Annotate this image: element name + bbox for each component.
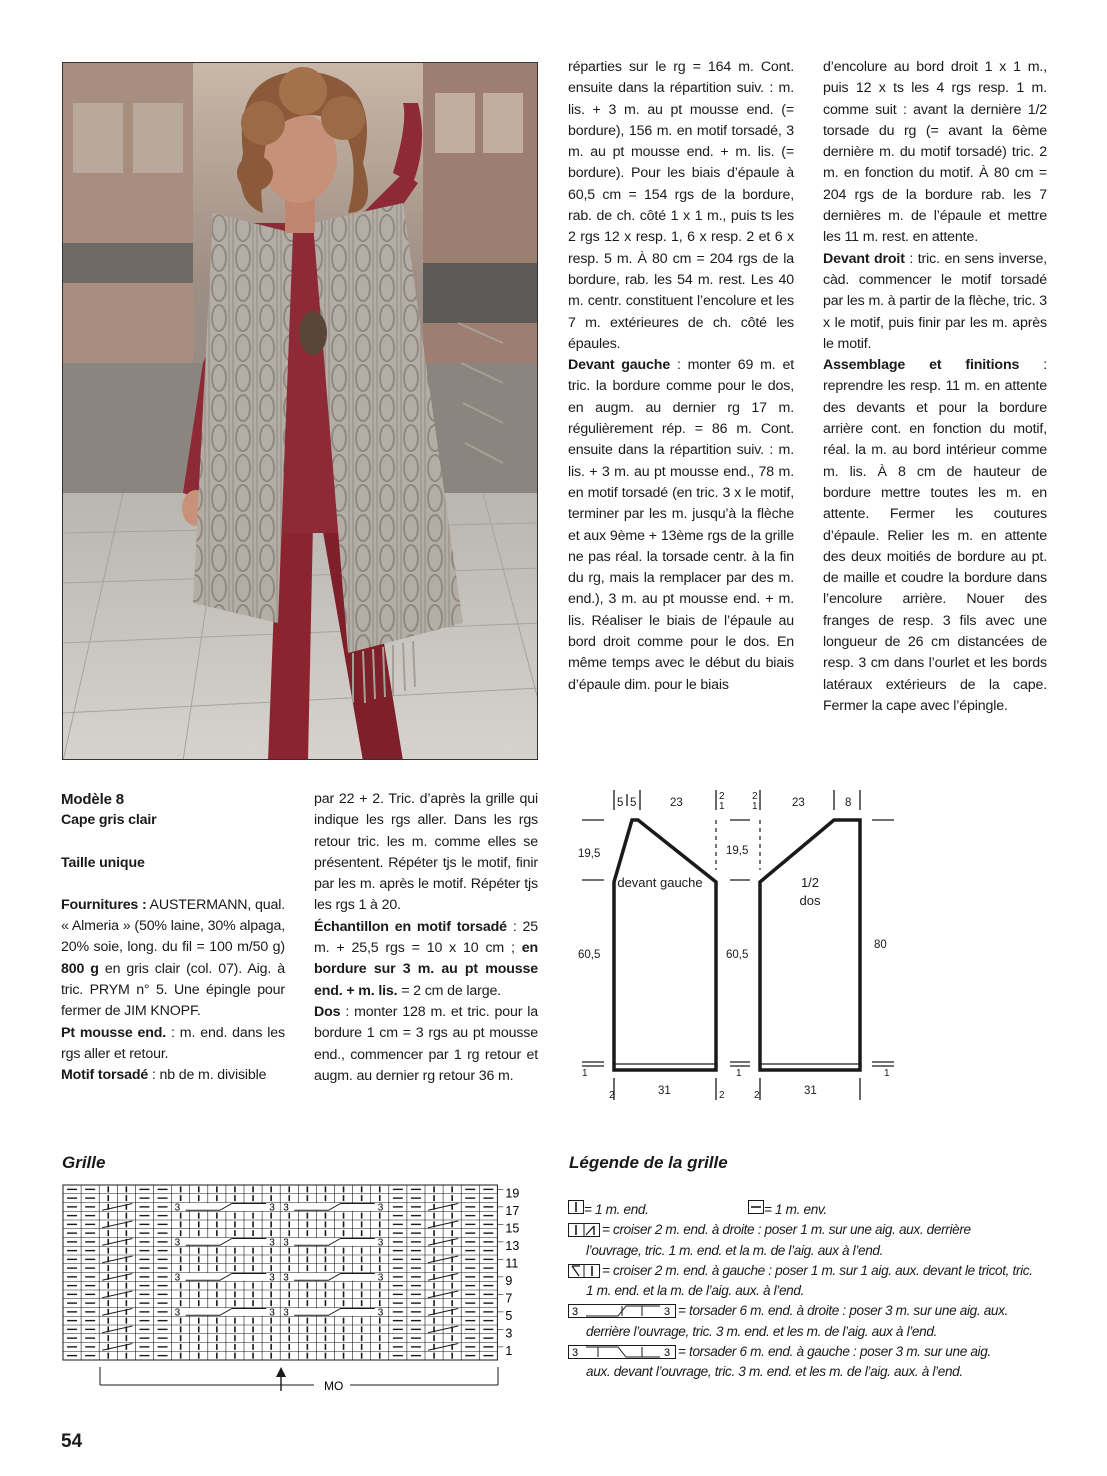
cable-left-icon <box>568 1345 676 1359</box>
dim-top-2b: 2 <box>752 791 758 802</box>
text-materials: AUSTERMANN, qual. « Almeria » (50% laine, 30% alpaga, 20% soie, long. du fil = 100 m/50 g) <box>61 896 285 956</box>
legend-cross-right-text: = croiser 2 m. end. à droite : poser 1 m. sur une aig. aux. derrière <box>602 1222 971 1238</box>
label-dos: dos <box>799 893 821 908</box>
legend-title: Légende de la grille <box>569 1153 728 1172</box>
chart-legend <box>568 1200 1038 1383</box>
grid-title: Grille <box>62 1153 106 1172</box>
legend-cross-left-2: 1 m. end. et la m. de l’aig. aux. à l’end. <box>586 1283 805 1299</box>
size-schematic <box>570 782 900 1112</box>
heading-cable-motif: Motif torsadé <box>61 1067 149 1084</box>
instructions-column-1 <box>568 57 794 696</box>
heading-materials: Fournitures : <box>61 896 147 913</box>
legend-cable-left <box>568 1342 1038 1362</box>
paragraph-materials <box>61 895 285 1023</box>
legend-cross-right-2: l’ouvrage, tric. 1 m. end. et la m. de l’aig. aux à l’end. <box>586 1242 884 1258</box>
legend-cable-left-2: aux. devant l’ouvrage, tric. 3 m. end. et les m. de l’aig. aux. à l’end. <box>586 1364 963 1380</box>
legend-cross-left <box>568 1261 1038 1281</box>
dim-top-1a: 1 <box>719 801 725 812</box>
text-materials-2: en gris clair (col. 07). Aig. à tric. PRYM n° 5. Une épingle pour fermer de JIM KNOPF. <box>61 960 285 1020</box>
heading-gauge: Échantillon en motif torsadé <box>314 918 507 935</box>
cable-number: 3 <box>174 1307 181 1319</box>
paragraph-motif-cont: par 22 + 2. Tric. d’après la grille qui indique les rgs aller. Dans les rgs retour tric. les m. comme elles se présentent. Répéter tjs le motif, finir par les m. après le motif. Répéter tjs les rgs 1 à 20. <box>314 791 538 914</box>
legend-cable-right-2: derrière l’ouvrage, tric. 3 m. end. et les m. de l’aig. aux à l’end. <box>586 1323 937 1339</box>
paragraph-left-front <box>568 355 794 696</box>
cable-number: 3 <box>269 1272 275 1284</box>
dim-top-5b: 5 <box>630 797 637 809</box>
paragraph-neckline: d’encolure au bord droit 1 x 1 m., puis 12 x ts les 4 rgs resp. 1 m. comme suit : avant la dernière 1/2 torsade du rg (= avant la 6ème dernière m. du motif torsadé) tric. 2 m. en fonction du motif. À 80 cm = 204 rgs de la bordure rab. les 7 dernières m. de l’épaule et mettre les 11 m. rest. en attente. <box>823 59 1047 246</box>
model-column-1 <box>61 789 285 1087</box>
cable-right-icon <box>568 1304 676 1318</box>
dim-top-8: 8 <box>845 797 852 809</box>
row-number: 9 <box>505 1273 513 1288</box>
gauge-border: en bordure sur 3 m. au pt mousse end. + m. lis. <box>314 940 538 999</box>
cable-number: 3 <box>283 1272 289 1284</box>
paragraph-back-cont: réparties sur le rg = 164 m. Cont. ensuite dans la répartition suiv. : m. lis. + 3 m. au pt mousse end. (= bordure), 156 m. en motif torsadé, 3 m. au pt mousse end. + m. lis. (= bordure). Pour les biais d’épaule à 60,5 cm = 154 rgs de la bordure, rab. de ch. côté 1 x 1 m., puis ts les 2 rgs 12 x resp. 1, 6 x resp. 2 et 6 x resp. 5 m. À 80 cm = 204 rgs de la bordure, rab. les 54 m. rest. Les 40 m. centr. constituent l’encolure et les 7 m. extérieures de ch. côté les épaules. <box>568 59 794 352</box>
row-number: 17 <box>505 1203 520 1218</box>
cable-number: 3 <box>377 1307 384 1319</box>
dim-31-left: 31 <box>658 1085 671 1097</box>
dim-top-23-right: 23 <box>792 797 805 809</box>
row-number: 19 <box>505 1186 520 1201</box>
text-gauge-2: = 2 cm de large. <box>397 982 501 999</box>
cable-left-num-a: 3 <box>572 1347 578 1360</box>
row-number: 7 <box>505 1291 513 1306</box>
row-number: 3 <box>505 1326 513 1341</box>
model-column-2 <box>314 789 538 1087</box>
text-left-front: : monter 69 m. et tric. la bordure comme pour le dos, en augm. au dernier rg 17 m. régulièrement rép. = 86 m. Cont. ensuite dans la répartition suiv. : m. lis. + 3 m. au pt mousse end., 78 m. en motif torsadé (en tric. 3 x le motif, terminer par les m. jusqu’à la flèche et aux 9ème + 13ème rgs de la grille ne pas réal. la torsade centr. à la fin du rg, mais la remplacer par des m. end.), 3 m. au pt mousse end. + m. lis. Réaliser le biais de l’épaule au bord droit comme pour le dos. En même temps avec le début du biais d’épaule dim. pour le biais <box>568 357 794 693</box>
legend-cable-right-text: = torsader 6 m. end. à droite : poser 3 m. sur une aig. aux. <box>678 1303 1008 1319</box>
legend-cable-right <box>568 1301 1038 1321</box>
dim-1-left: 1 <box>582 1068 588 1079</box>
label-devant-gauche: devant gauche <box>617 875 703 890</box>
dim-19-5-mid: 19,5 <box>726 845 749 857</box>
cable-number: 3 <box>377 1202 384 1214</box>
dim-1-mid: 1 <box>736 1068 742 1079</box>
heading-garter: Pt mousse end. <box>61 1024 167 1041</box>
dim-19-5-left: 19,5 <box>578 848 601 860</box>
cable-number: 3 <box>377 1272 384 1284</box>
legend-cross-right <box>568 1220 1038 1240</box>
legend-purl-text: = 1 m. env. <box>764 1202 827 1217</box>
model-size-text: Taille unique <box>61 854 145 871</box>
label-half: 1/2 <box>800 875 820 890</box>
dim-2-bottom-c: 2 <box>754 1090 760 1101</box>
cable-number: 3 <box>269 1237 275 1249</box>
dim-2-bottom-b: 2 <box>719 1090 725 1101</box>
row-number: 11 <box>505 1256 519 1271</box>
chart-bottom-bracket <box>100 1367 498 1393</box>
model-size <box>61 853 285 874</box>
model-name <box>61 810 285 831</box>
row-number: 15 <box>505 1221 520 1236</box>
text-cable-motif: : nb de m. divisible <box>148 1067 267 1084</box>
row-number: 13 <box>505 1238 520 1253</box>
legend-knit-text: = 1 m. end. <box>584 1202 649 1217</box>
page-number: 54 <box>61 1431 83 1452</box>
cable-number: 3 <box>269 1307 275 1319</box>
dim-top-1b: 1 <box>752 801 758 812</box>
dim-60-5-left: 60,5 <box>578 949 601 961</box>
dim-60-5-mid: 60,5 <box>726 949 749 961</box>
cable-number: 3 <box>174 1272 181 1284</box>
dim-80: 80 <box>874 939 887 951</box>
chart-row-numbers <box>497 1186 519 1358</box>
mo-label: MO <box>324 1379 344 1393</box>
legend-cross-left-text: = croiser 2 m. end. à gauche : poser 1 m. sur 1 aig. aux. devant le tricot, tric. <box>602 1262 1033 1278</box>
cable-number: 3 <box>174 1237 181 1249</box>
model-name-text: Cape gris clair <box>61 812 157 829</box>
cable-number: 3 <box>283 1202 289 1214</box>
heading-left-front: Devant gauche <box>568 357 671 374</box>
heading-finishing: Assemblage et finitions <box>823 357 1020 374</box>
model-number: Modèle 8 <box>61 791 124 808</box>
knit-stitch-icon <box>568 1200 584 1214</box>
cable-right-num-a: 3 <box>572 1306 578 1319</box>
dim-31-right: 31 <box>804 1085 817 1097</box>
paragraph-gauge <box>314 917 538 1002</box>
row-number: 1 <box>505 1343 513 1358</box>
cable-number: 3 <box>174 1202 181 1214</box>
text-garter: : m. end. dans les rgs aller et retour. <box>61 1024 285 1062</box>
text-right-front: : tric. en sens inverse, càd. commencer le motif torsadé par les m. à partir de la flèche, tric. 3 x le motif, puis finir par les m. après le motif. <box>823 250 1047 352</box>
dim-2-bottom-a: 2 <box>609 1090 615 1101</box>
cable-number: 3 <box>269 1202 275 1214</box>
text-finishing: : reprendre les resp. 11 m. en attente des devants et pour la bordure arrière cont. en fonction du motif, réal. la m. au bord intérieur comme m. lis. À 8 cm de hauteur de bordure mettre toutes les m. en attente. Fermer les coutures d’épaule. Relier les m. en attente des deux moitiés de bordure au pt. de maille et coudre la bordure dans l’encolure arrière. Nouer des franges de resp. 3 fils avec une longueur de 26 cm distancées de resp. 3 cm dans l’ourlet et les bords latéraux extérieurs de la cape. Fermer la cape avec l’épingle. <box>823 357 1047 714</box>
paragraph-finishing <box>823 355 1047 717</box>
paragraph-garter <box>61 1023 285 1066</box>
paragraph-right-front <box>823 249 1047 355</box>
row-number: 5 <box>505 1308 513 1323</box>
text-gauge: : 25 m. + 25,5 rgs = 10 x 10 cm ; <box>314 918 539 957</box>
paragraph-back <box>314 1002 538 1087</box>
arrow-icon <box>276 1367 286 1391</box>
heading-right-front: Devant droit <box>823 250 905 267</box>
chart-grid <box>63 1185 497 1360</box>
cable-number: 3 <box>283 1307 289 1319</box>
paragraph-cable-motif <box>61 1065 285 1086</box>
legend-knit <box>568 1200 748 1220</box>
instructions-column-2 <box>823 57 1047 717</box>
materials-weight: 800 g <box>61 960 99 977</box>
cable-left-num-b: 3 <box>664 1347 670 1360</box>
dim-top-2a: 2 <box>719 791 725 802</box>
cable-right-num-b: 3 <box>664 1306 670 1319</box>
knitted-cape-photo-icon <box>63 63 538 760</box>
purl-stitch-icon <box>748 1200 764 1214</box>
dim-top-23-left: 23 <box>670 797 683 809</box>
dim-top-5a: 5 <box>617 797 624 809</box>
cross-left-icon <box>568 1264 600 1278</box>
legend-cable-left-text: = torsader 6 m. end. à gauche : poser 3 m. sur une aig. <box>678 1344 991 1360</box>
cross-right-icon <box>568 1223 600 1237</box>
legend-purl <box>748 1200 928 1220</box>
model-photo <box>62 62 538 760</box>
heading-back: Dos <box>314 1003 341 1020</box>
text-back: : monter 128 m. et tric. pour la bordure 1 cm = 3 rgs au pt mousse end., commencer par 1 rg retour et augm. au dernier rg retour 36 m. <box>314 1003 538 1084</box>
knitting-chart <box>62 1183 532 1398</box>
dim-1-right: 1 <box>884 1068 890 1079</box>
label-devant <box>617 875 702 890</box>
cable-number: 3 <box>283 1237 289 1249</box>
cable-number: 3 <box>377 1237 384 1249</box>
